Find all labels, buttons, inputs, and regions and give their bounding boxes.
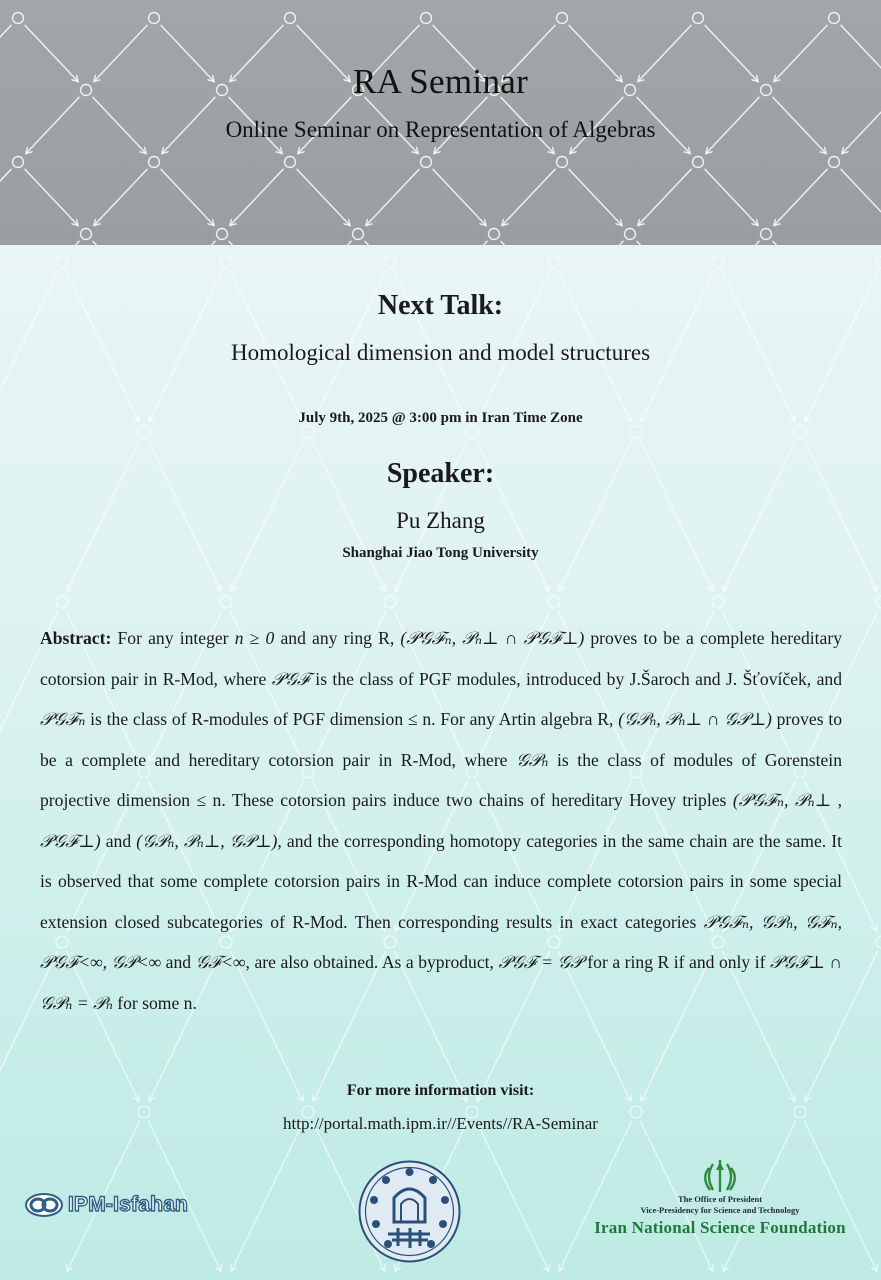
math-expression: 𝒫𝒢ℱ <box>271 668 310 689</box>
math-expression: (𝒢𝒫ₙ, 𝒫ₙ⊥ ∩ 𝒢𝒫⊥) <box>618 709 772 729</box>
talk-title: Homological dimension and model structures <box>230 340 651 365</box>
abstract-label: Abstract: <box>40 628 112 648</box>
abstract-part: is the class of PGF modules, introduced by J.Šaroch and J. Šťovíček, and <box>309 668 842 689</box>
abstract-part: For any integer <box>111 628 235 648</box>
more-info-heading: For more information visit: <box>346 1082 535 1099</box>
ipm-logo-icon <box>24 1192 64 1218</box>
talk-datetime: July 9th, 2025 @ 3:00 pm in Iran Time Zone <box>298 410 583 426</box>
next-talk-heading: Next Talk: <box>377 290 504 321</box>
insf-name: Iran National Science Foundation <box>594 1218 846 1237</box>
abstract-part: is the class of modules of Gorenstein projective dimension ≤ n. These cotorsion pairs induce two chains of hereditary Hovey triples <box>40 749 842 810</box>
abstract-part: for some n. <box>112 992 197 1013</box>
abstract-part: , are also obtained. As a byproduct, <box>245 952 499 972</box>
abstract-part: and any ring R, <box>274 628 401 648</box>
abstract-part: proves to be a complete hereditary cotorsion pair in R-Mod, where <box>40 628 842 689</box>
abstract-part: for a ring R if and only if <box>582 952 770 972</box>
math-expression: 𝒢ℱ<∞ <box>195 952 246 972</box>
math-expression: n ≥ 0 <box>234 628 275 648</box>
insf-vp-line: Vice-Presidency for Science and Technology <box>640 1205 800 1215</box>
abstract-text <box>40 618 842 1023</box>
math-expression: 𝒫𝒢ℱₙ, 𝒢𝒫ₙ, 𝒢ℱₙ, 𝒫𝒢ℱ<∞, 𝒢𝒫<∞ <box>40 911 843 972</box>
insf-logo <box>585 1158 855 1238</box>
math-expression: 𝒢𝒫ₙ <box>516 749 549 770</box>
iran-emblem-icon <box>703 1158 737 1194</box>
seminar-subtitle: Online Seminar on Representation of Algebras <box>225 117 656 142</box>
math-expression: 𝒫𝒢ℱ = 𝒢𝒫 <box>498 952 583 972</box>
speaker-heading: Speaker: <box>386 458 495 489</box>
abstract-part: proves to be a complete and hereditary cotorsion pair in R-Mod, where <box>40 709 843 770</box>
ipm-logo-text: IPM-Isfahan <box>68 1193 189 1216</box>
university-of-isfahan-seal <box>358 1160 461 1263</box>
math-expression: (𝒢𝒫ₙ, 𝒫ₙ⊥, 𝒢𝒫⊥) <box>136 830 278 851</box>
speaker-affiliation: Shanghai Jiao Tong University <box>342 545 539 561</box>
abstract-part: , and the corresponding homotopy categories in the same chain are the same. It is observed that some complete cotorsion pairs in R-Mod can induce complete cotorsion pairs in some special extension closed subcategories of R-Mod. Then corresponding results in exact categories <box>40 830 843 932</box>
seminar-title: RA Seminar <box>352 62 529 101</box>
math-expression: (𝒫𝒢ℱₙ, 𝒫ₙ⊥ ∩ 𝒫𝒢ℱ⊥) <box>400 628 585 648</box>
insf-office-line: The Office of President <box>677 1194 763 1204</box>
abstract-part: and <box>100 830 137 851</box>
abstract-part: and <box>161 952 196 972</box>
speaker-name: Pu Zhang <box>396 508 485 533</box>
header-banner <box>0 0 881 245</box>
math-expression: (𝒫𝒢ℱₙ, 𝒫ₙ⊥ , 𝒫𝒢ℱ⊥) <box>40 790 842 851</box>
abstract-part: is the class of R-modules of PGF dimension ≤ n. For any Artin algebra R, <box>85 709 619 729</box>
seminar-url-link[interactable]: http://portal.math.ipm.ir//Events//RA-Seminar <box>283 1114 598 1133</box>
ipm-isfahan-logo <box>24 1192 188 1218</box>
math-expression: 𝒫𝒢ℱ⊥ ∩ 𝒢𝒫ₙ = 𝒫ₙ <box>40 952 842 1013</box>
math-expression: 𝒫𝒢ℱₙ <box>40 709 86 729</box>
